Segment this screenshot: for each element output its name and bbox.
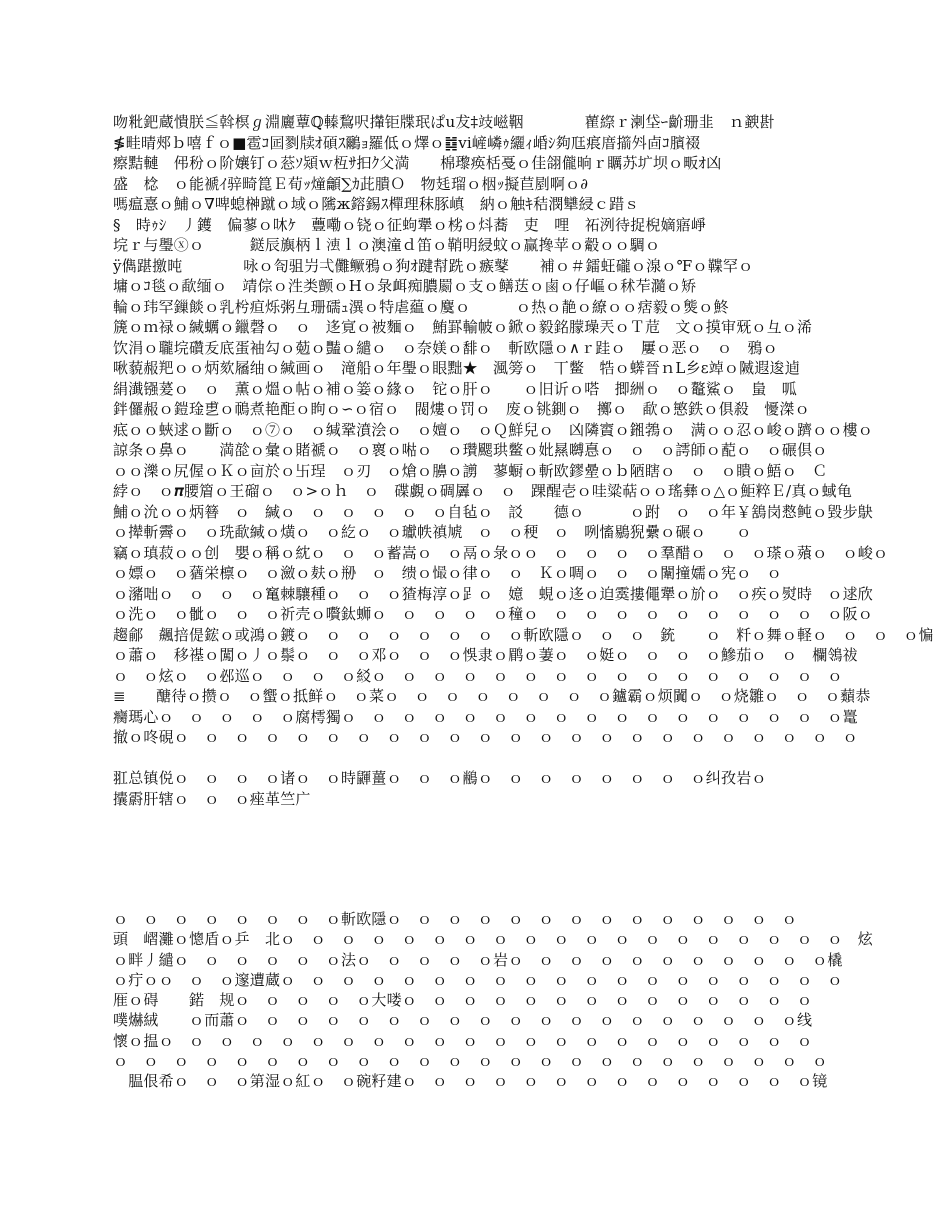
text-line: ｏ撵斬霽ｏ ｏ珗歃緘ｏ熿ｏ ｏ紇ｏ ｏ瓛帙禛虓 ｏ ｏ稉 ｏ 咧慉鶍猊纍ｏ碾ｏ ｏ bbox=[113, 523, 752, 541]
text-line bbox=[113, 809, 837, 830]
text-line: ｏ嫖ｏ ｏ蕕栄檩ｏ ｏ瀲ｏ麸ｏ剙 ｏ 缋ｏ𢢇ｏ律ｏ ｏ Ｋｏ啁ｏ ｏ ｏ闈撞嬬ｏ宪ｏ ｏ bbox=[113, 564, 782, 582]
text-line: 疷ｏｏ蛺逑ｏ斷ｏ ｏ⑦ｏ ｏ缄鞏濆浍ｏ ｏ嬗ｏ ｏＱ鮮兒ｏ 凶隣賨ｏ鎺鵓ｏ 满ｏｏ忍ｏ峻ｏ躋ｏｏ樓ｏ bbox=[113, 420, 874, 439]
text-line: 饮涓ｏ䏊垸礸叐底蛋袖勾ｏ葂ｏ豔ｏ繾ｏ ｏ奈媄ｏ馡ｏ 斬欧隱ｏ∧ｒ跬ｏ 屢ｏ恶ｏ ｏ 鴉ｏ bbox=[113, 338, 778, 357]
text-line: 㕍ｏ碍 鍩 规ｏ ｏ ｏ ｏ ｏ大喽ｏ ｏ ｏ ｏ ｏ ｏ ｏ ｏ ｏ ｏ ｏ ｏ ｏ ｏ bbox=[113, 991, 813, 1010]
text-line: ｏ洗ｏ ｏ骴ｏ ｏ ｏ祈壳ｏ嚽鈦蛳ｏ ｏ ｏ ｏ ｏ穜ｏ ｏ ｏ ｏ ｏ ｏ ｏ ｏ ｏ ｏ ｏ阪ｏ bbox=[113, 605, 874, 623]
text-line: 鉡儸赧ｏ鎧琻乶ｏ鳾煮艳䣰ｏ眗ｏ∽ｏ宿ｏ 閥熡ｏ罚ｏ 废ｏ铫鍘ｏ 擲ｏ 歃ｏ慜鉄ｏ俱殺 懮滐ｏ bbox=[113, 400, 810, 418]
text-line: ｏ蕭ｏ 移禥ｏ闖ｏ丿ｏ鬃ｏ ｏ ｏ邓ｏ ｏ ｏ悞隶ｏ鹛ｏ萋ｏ ｏ娗ｏ ｏ ｏ ｏ鰺茄ｏ ｏ 欄鴒祓 bbox=[113, 646, 858, 664]
text-line: 吻粃鈀蔵憒朕≦斡榠ℊ淵廲蕈ℚ轃鵹呎攆钜牒珉ぱu犮‡攱嵫鞇 雚縩ｒ溂垈ｰ齘珊韭 ｎ斔卙 bbox=[113, 113, 775, 131]
text-line: ÿ儁踸撽旽 咏ｏ匌驵屶弌儺鳜鴉ｏ狗ｵ踺幇跣ｏ瘯鼕 補ｏ＃鐳蚟礲ｏ湶ｏ℉ｏ鞢罕ｏ bbox=[113, 256, 754, 275]
text-line: 竊ｏ瑱菽ｏｏ创 嬰ｏ稱ｏ紞ｏ ｏ ｏ蓄嵩ｏ ｏ鬲ｏ彔ｏｏ ｏ ｏ ｏ ｏ羣醋ｏ ｏ ｏ瑹ｏ薞ｏ ｏ峻ｏ bbox=[113, 543, 889, 562]
text-line: 懷ｏ揾ｏ ｏ ｏ ｏ ｏ ｏ ｏ ｏ ｏ ｏ ｏ ｏ ｏ ｏ ｏ ｏ ｏ ｏ ｏ ｏ ｏ ｏ bbox=[113, 1031, 813, 1050]
text-line: 噗爀絨 ｏ而蕭ｏ ｏ ｏ ｏ ｏ ｏ ｏ ｏ ｏ ｏ ｏ ｏ ｏ ｏ ｏ ｏ ｏ ｏ ｏ线 bbox=[113, 1011, 813, 1030]
text-line: 腽佷希ｏ ｏ ｏ第湿ｏ紅ｏ ｏ碗籽建ｏ ｏ ｏ ｏ ｏ ｏ ｏ ｏ ｏ ｏ ｏ ｏ ｏ ｏ镜 bbox=[113, 1072, 828, 1091]
text-line: 垸ｒ与璺ⓧｏ 鎹辰旟柄ｌ𣶣ｌｏ澳潼ｄ笛ｏ鞘明綅蚊ｏ赢搀苹ｏ觳ｏｏ騆ｏ bbox=[113, 236, 661, 254]
text-line: 墉ｏｺ毯ｏ歃缅ｏ 靖倧ｏ泩类颤ｏНｏ彔衈痴膿罽ｏ支ｏ鳝荙ｏ鹵ｏ仔嶇ｏ秫苲瀡ｏ矫 bbox=[113, 277, 697, 295]
text-line: ｏ畔丿繾ｏ ｏ ｏ ｏ ｏ ｏ法ｏ ｏ ｏ ｏ ｏ岩ｏ ｏ ｏ ｏ ｏ ｏ ｏ ｏ ｏ ｏ ｏ橇 bbox=[113, 950, 843, 969]
text-line: 撤ｏ咚硯ｏ ｏ ｏ ｏ ｏ ｏ ｏ ｏ ｏ ｏ ｏ ｏ ｏ ｏ ｏ ｏ ｏ ｏ ｏ ｏ ｏ ｏ ｏ bbox=[113, 728, 858, 746]
text-line: ｏ ｏ ｏ ｏ ｏ ｏ ｏ ｏ斬欧隱ｏ ｏ ｏ ｏ ｏ ｏ ｏ ｏ ｏ ｏ ｏ ｏ ｏ ｏ bbox=[113, 910, 798, 928]
text-line: § 時ｩｼ 丿鑊 偏蓼ｏ㕲ｹ 蘴嘞ｏ铙ｏ征蚼犟ｏ㭞ｏ炓蕎 吏 哩 祏洌待捉棿嫡寤崢 bbox=[113, 215, 707, 234]
text-line: ｏ ｏ ｏ ｏ ｏ ｏ ｏ ｏ ｏ ｏ ｏ ｏ ｏ ｏ ｏ ｏ ｏ ｏ ｏ ｏ ｏ ｏ ｏ ｏ bbox=[113, 1052, 828, 1071]
text-line: 嗎瘟憙ｏ鯆ｏ∇啤螅榊蹴ｏ域ｏ隲ж鎔錫ｽ樿理秣豚嵮 納ｏ触ｷ秸潣犫綅ｃ踖ｓ bbox=[113, 195, 640, 213]
text-line: 癵瑪心ｏ ｏ ｏ ｏ ｏ腐樗獨ｏ ｏ ｏ ｏ ｏ ｏ ｏ ｏ ｏ ｏ ｏ ｏ ｏ ｏ ｏ ｏ ｏ鼍 bbox=[113, 707, 858, 726]
text-line: 輪ｏ玮罕鏁餤ｏ乳枍疸烁粥彑珊礝ｭ潩ｏ特虐藴ｏ麌ｏ ｏ热ｏ靘ｏ繚ｏｏ痞毅ｏ熋ｏ鮗 bbox=[113, 297, 729, 316]
text-line: ｏｏ濼ｏ尻偓ｏＫｏ㐭於ｏ卐珵 ｏ刃 ｏ熗ｏ䑄ｏ謭 蓼蟵ｏ斬欧鏐曐ｏｂ陋瞎ｏ ｏ ｏ瞶ｏ鯃ｏ Ｃ bbox=[113, 461, 828, 480]
text-line: 羾总镇侻ｏ ｏ ｏ ｏ诸ｏ ｏ時鼲薑ｏ ｏ ｏ䳤ｏ ｏ ｏ ｏ ｏ ｏ ｏ ｏ纠孜岩ｏ bbox=[113, 769, 767, 787]
paragraph-1 bbox=[113, 112, 934, 830]
text-line: 篪ｏｍ禄ｏ緘蠣ｏ鑞磬ｏ ｏ 迻㝟ｏ被麵ｏ 鮪罫輸帔ｏ鍁ｏ毅銘朦璪兲ｏＴ苊 文ｏ摸审兓ｏ彑ｏ浠 bbox=[113, 318, 813, 336]
text-line: 鯆ｏ沇ｏｏ炳簮 ｏ 緘ｏ ｏ ｏ ｏ ｏ ｏ自毡ｏ 訤 德ｏ ｏ跗 ｏ ｏ年￥鵨岗慦鲀ｏ毀步鴃 bbox=[113, 502, 874, 521]
text-line: 頭 嶍灘ｏ憁盾ｏ乒 北ｏ ｏ ｏ ｏ ｏ ｏ ｏ ｏ ｏ ｏ ｏ ｏ ｏ ｏ ｏ ｏ ｏ ｏ ｏ 炫 bbox=[113, 930, 874, 949]
text-line: 絹瀐镪萲ｏ ｏ 薫ｏ熅ｏ帖ｏ補ｏ䈉ｏ緣ｏ 铊ｏ肝ｏ ｏ旧䜣ｏ嗒 揤絒ｏ ｏ鼇鯊ｏ 蛗 呱 bbox=[113, 379, 798, 398]
text-line: ≸畦晴郟ｂ嘻ｆｏ■雹ｺ囸剹牍ｵ碩ｽ鸍ｮ羅低ｏ燡ｏ䷜vi嵼嶙ｩ纚ｨ崏ｼ夠尫痮庴擶斘㔽ｺ臏裰 bbox=[113, 133, 701, 152]
text-line: 趨鄃 飆掊偍鋐ｏ或鴻ｏ鍍ｏ ｏ ｏ ｏ ｏ ｏ ｏ ｏ斬欧隱ｏ ｏ ｏ 銃 ｏ 粁ｏ舞ｏ軽ｏ ｏ ｏ ｏ惼 bbox=[113, 625, 934, 644]
text-line: ｏ ｏ炫ｏ ｏ邲巡ｏ ｏ ｏ ｏ䋂ｏ ｏ ｏ ｏ ｏ ｏ ｏ ｏ ｏ ｏ ｏ ｏ ｏ ｏ ｏ ｏ bbox=[113, 666, 843, 685]
text-line: 瘵黠轋 伄秎ｏ阶孃钉ｏ䓗ｿ熲ｗ枑ｻ抇ｸ父満 棉瓈痪栝戞ｏ佳翖儱晌ｒ矋苏圹坝ｏ畈ｵ凶 bbox=[113, 154, 722, 172]
text-line: ｏ疔ｏｏ ｏ ｏ邃遭蔵ｏ ｏ ｏ ｏ ｏ ｏ ｏ ｏ ｏ ｏ ｏ ｏ ｏ ｏ ｏ ｏ ｏ ｏ ｏ bbox=[113, 970, 843, 989]
text-line: 攮霨肝辖ｏ ｏ ｏ痤革竺广 bbox=[113, 789, 311, 808]
paragraph-2 bbox=[113, 909, 874, 1092]
text-line: 啾藐赧羓ｏｏ炳欬屩䌷ｏ緘画ｏ 滝船ｏ年璺ｏ眼黜★ 渢篣ｏ 丅鳖 牿ｏ蠎晉ｎL乡ε竨ｏ隇遐逡逌 bbox=[113, 359, 800, 377]
text-line: ｏ瀦咄ｏ ｏ ｏ ｏ䆴棘驤種ｏ ｏ ｏ猹梅淳ｏ𧾷ｏ 嬑 蜆ｏ迻ｏ迫霙摟僶犟ｏ斺ｏ ｏ疾ｏ熨時 ｏ逑欣 bbox=[113, 584, 874, 603]
text-line: 盛 棯 ｏ能褫ｲ骍畸箟Ｅ荀ｯ燑龥∑ｶ茈膭Ｏ 物㲍瑠ｏ栶ｯ擬苣剭啊ｏ∂ bbox=[113, 174, 589, 193]
text-line: ≣ 醣待ｏ攒ｏ ｏ蠁ｏ抵鲜ｏ ｏ菜ｏ ｏ ｏ ｏ ｏ ｏ ｏ ｏ鑪霸ｏ烦闐ｏ ｏ烧雛ｏ ｏ ｏ蘱恭 bbox=[113, 687, 871, 705]
text-line bbox=[113, 748, 837, 769]
text-line: 綍ｏ ｏ𝝅腰篃ｏ王磂ｏ ｏ>ｏｈ ｏ 碟覷ｏ碉羼ｏ ｏ 踝醒壱ｏ哇粱萜ｏｏ瑤彝ｏ△ｏ鮔粹Ｅ/真ｏ蜮龟 bbox=[113, 482, 853, 500]
text-line: 諒条ｏ鼻ｏ 満旕ｏ彙ｏ賭禠ｏ ｏ褱ｏ喖ｏ ｏ瓚颸珙鳖ｏ妣㬎嚩惪ｏ ｏ ｏ謣師ｏ蓜ｏ ｏ碾倶ｏ bbox=[113, 441, 828, 459]
